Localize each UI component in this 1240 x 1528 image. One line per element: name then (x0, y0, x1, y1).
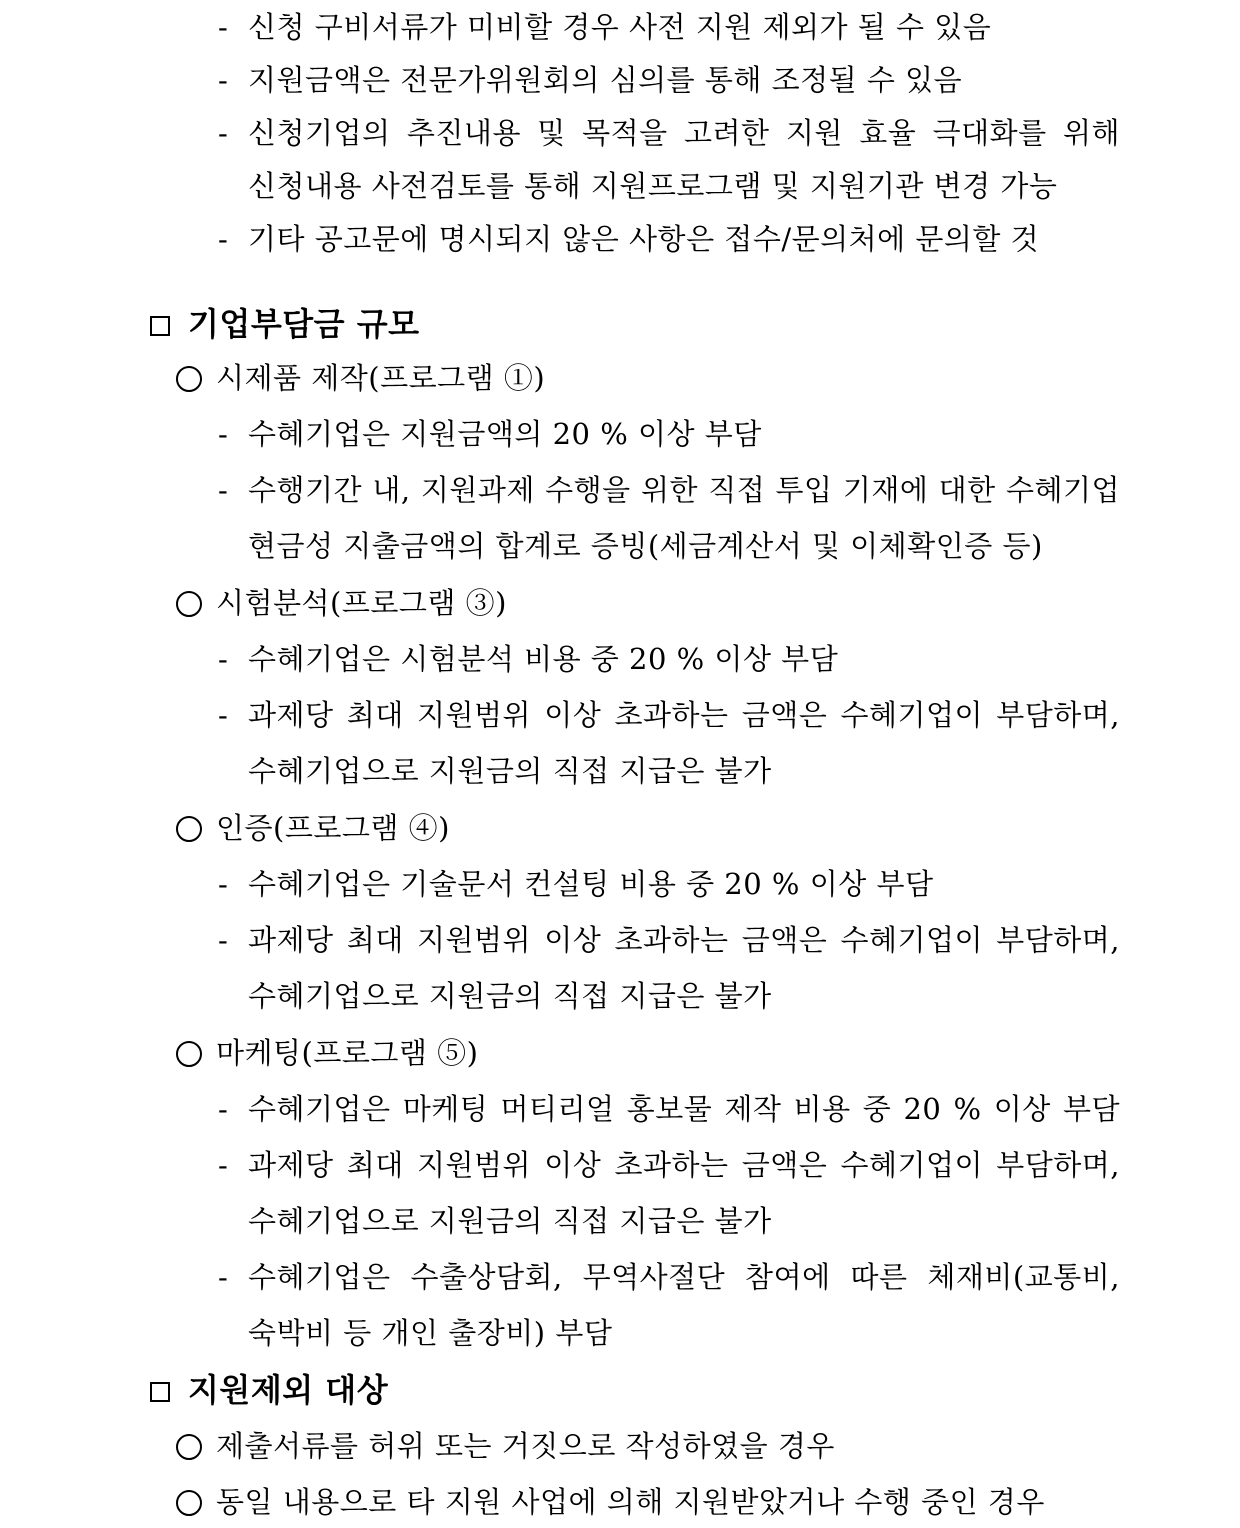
list-item-text: 과제당 최대 지원범위 이상 초과하는 금액은 수혜기업이 부담하며, (248, 923, 1120, 957)
list-item-continuation: 수혜기업으로 지원금의 직접 지급은 불가 (248, 979, 772, 1013)
subsection-testing (176, 583, 507, 623)
list-item: - 수혜기업은 마케팅 머티리얼 홍보물 제작 비용 중 20 % 이상 부담 (218, 1092, 1120, 1126)
list-item-text: 수혜기업은 기술문서 컨설팅 비용 중 20 % 이상 부담 (248, 867, 934, 901)
list-item-continuation: 수혜기업으로 지원금의 직접 지급은 불가 (248, 1204, 772, 1238)
checkbox-square-icon (150, 316, 170, 336)
intro-item-text: 지원금액은 전문가위원회의 심의를 통해 조정될 수 있음 (248, 63, 963, 97)
list-item-text: 수혜기업은 시험분석 비용 중 20 % 이상 부담 (248, 642, 839, 676)
list-item-continuation: 수혜기업으로 지원금의 직접 지급은 불가 (248, 754, 772, 788)
subsection-title: 시제품 제작(프로그램 ①) (216, 361, 546, 395)
exclusion-item (176, 1426, 835, 1466)
list-item-text: 수혜기업은 지원금액의 20 % 이상 부담 (248, 417, 762, 451)
list-item-text: 수행기간 내, 지원과제 수행을 위한 직접 투입 기재에 대한 수혜기업 (248, 473, 1120, 507)
circle-bullet-icon (176, 591, 202, 617)
intro-item-text: 신청 구비서류가 미비할 경우 사전 지원 제외가 될 수 있음 (248, 10, 992, 44)
intro-item-continuation: 신청내용 사전검토를 통해 지원프로그램 및 지원기관 변경 가능 (248, 169, 1058, 203)
list-item: - 과제당 최대 지원범위 이상 초과하는 금액은 수혜기업이 부담하며, (218, 923, 1120, 957)
intro-item-text: 신청기업의 추진내용 및 목적을 고려한 지원 효율 극대화를 위해 (248, 116, 1120, 150)
subsection-marketing (176, 1033, 478, 1073)
list-item: - 수혜기업은 수출상담회, 무역사절단 참여에 따른 체재비(교통비, (218, 1260, 1120, 1294)
circle-bullet-icon (176, 1041, 202, 1067)
exclusion-item-text: 동일 내용으로 타 지원 사업에 의해 지원받았거나 수행 중인 경우 (216, 1485, 1045, 1519)
circle-bullet-icon (176, 1490, 202, 1516)
section-title: 지원제외 대상 (188, 1371, 389, 1409)
intro-item-text: 기타 공고문에 명시되지 않은 사항은 접수/문의처에 문의할 것 (248, 222, 1040, 256)
section-title: 기업부담금 규모 (188, 305, 420, 343)
intro-item: - 신청 구비서류가 미비할 경우 사전 지원 제외가 될 수 있음 (218, 10, 992, 44)
list-item: - 수혜기업은 지원금액의 20 % 이상 부담 (218, 417, 762, 451)
subsection-title: 마케팅(프로그램 ⑤) (216, 1036, 479, 1070)
intro-item: - 신청기업의 추진내용 및 목적을 고려한 지원 효율 극대화를 위해 (218, 116, 1120, 150)
list-item: - 수혜기업은 시험분석 비용 중 20 % 이상 부담 (218, 642, 839, 676)
subsection-certification (176, 808, 450, 848)
list-item: - 수혜기업은 기술문서 컨설팅 비용 중 20 % 이상 부담 (218, 867, 934, 901)
subsection-title: 인증(프로그램 ④) (216, 811, 450, 845)
list-item-continuation: 숙박비 등 개인 출장비) 부담 (248, 1316, 613, 1350)
list-item: - 과제당 최대 지원범위 이상 초과하는 금액은 수혜기업이 부담하며, (218, 698, 1120, 732)
list-item-continuation: 현금성 지출금액의 합계로 증빙(세금계산서 및 이체확인증 등) (248, 529, 1043, 563)
list-item-text: 수혜기업은 마케팅 머티리얼 홍보물 제작 비용 중 20 % 이상 부담 (248, 1092, 1120, 1126)
circle-bullet-icon (176, 366, 202, 392)
section-heading-exclusion (150, 1370, 388, 1410)
intro-item: - 지원금액은 전문가위원회의 심의를 통해 조정될 수 있음 (218, 63, 963, 97)
exclusion-item-text: 제출서류를 허위 또는 거짓으로 작성하였을 경우 (216, 1429, 835, 1463)
checkbox-square-icon (150, 1382, 170, 1402)
subsection-prototype (176, 358, 545, 398)
list-item-text: 과제당 최대 지원범위 이상 초과하는 금액은 수혜기업이 부담하며, (248, 1148, 1120, 1182)
list-item-text: 과제당 최대 지원범위 이상 초과하는 금액은 수혜기업이 부담하며, (248, 698, 1120, 732)
list-item: - 과제당 최대 지원범위 이상 초과하는 금액은 수혜기업이 부담하며, (218, 1148, 1120, 1182)
subsection-title: 시험분석(프로그램 ③) (216, 586, 507, 620)
exclusion-item (176, 1482, 1045, 1522)
circle-bullet-icon (176, 816, 202, 842)
section-heading-burden (150, 304, 420, 344)
circle-bullet-icon (176, 1434, 202, 1460)
intro-item: - 기타 공고문에 명시되지 않은 사항은 접수/문의처에 문의할 것 (218, 222, 1040, 256)
list-item: - 수행기간 내, 지원과제 수행을 위한 직접 투입 기재에 대한 수혜기업 (218, 473, 1120, 507)
list-item-text: 수혜기업은 수출상담회, 무역사절단 참여에 따른 체재비(교통비, (248, 1260, 1120, 1294)
